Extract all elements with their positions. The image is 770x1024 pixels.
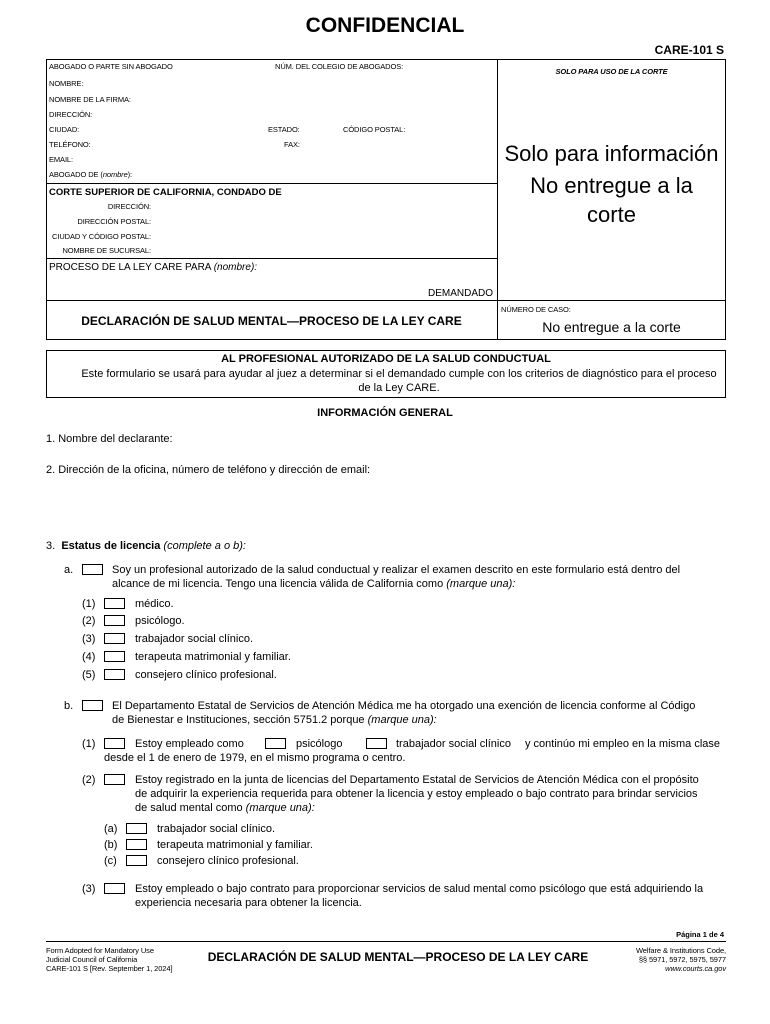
bar-number-label: NÚM. DEL COLEGIO DE ABOGADOS:	[275, 62, 404, 71]
footer-form-title: DECLARACIÓN DE SALUD MENTAL—PROCESO DE LA LEY CARE	[207, 950, 589, 964]
item-3b1-continue: y continúo mi empleo en la misma clase	[525, 738, 721, 750]
item-3b3-line-2: experiencia necesaria para obtener la licencia.	[135, 897, 362, 909]
fax-label: FAX:	[284, 140, 300, 149]
email-label: EMAIL:	[49, 155, 73, 164]
item-3a-option-5-checkbox[interactable]	[104, 669, 125, 680]
item-3b2-option-a-checkbox[interactable]	[126, 823, 147, 834]
footer-code-2: §§ 5971, 5972, 5975, 5977	[638, 955, 726, 964]
item-3b2-num: (2)	[82, 774, 96, 786]
item-3b1-social-worker: trabajador social clínico	[396, 738, 511, 750]
section-general-title: INFORMACIÓN GENERAL	[317, 407, 453, 419]
footer-adopted-1: Form Adopted for Mandatory Use	[46, 946, 154, 955]
item-3b3-num: (3)	[82, 883, 96, 895]
case-number-label: NÚMERO DE CASO:	[501, 305, 571, 314]
state-label: ESTADO:	[268, 125, 300, 134]
item-3a-option-5: (5) consejero clínico profesional.	[82, 669, 277, 681]
item-3a-option-4-checkbox[interactable]	[104, 651, 125, 662]
item-3a-text-1: Soy un profesional autorizado de la salud conductual y realizar el examen descrito en este formulario está dentro del	[112, 564, 681, 576]
zip-label: CÓDIGO POSTAL:	[343, 125, 406, 134]
item-3b2-line-2: de adquirir la experiencia requerida para obtener la licencia y estoy empleado o bajo contrato para brindar servicios	[135, 788, 698, 800]
court-city-label: CIUDAD Y CÓDIGO POSTAL:	[52, 232, 151, 241]
item-3b2-option-b: (b) terapeuta matrimonial y familiar.	[104, 839, 313, 851]
item-3b2-option-a: (a) trabajador social clínico.	[104, 823, 276, 835]
item-3b2-option-c: (c) consejero clínico profesional.	[104, 855, 299, 867]
item-3b-text-2: de Bienestar e Instituciones, sección 5751.2 porque (marque una):	[112, 714, 437, 726]
attorney-party-label: ABOGADO O PARTE SIN ABOGADO	[49, 62, 173, 71]
notice-title: AL PROFESIONAL AUTORIZADO DE LA SALUD CONDUCTUAL	[221, 353, 551, 365]
item-3b2-option-c-checkbox[interactable]	[126, 855, 147, 866]
item-3b3-checkbox[interactable]	[104, 883, 125, 894]
notice-text: Este formulario se usará para ayudar al juez a determinar si el demandado cumple con los criterios de diagnóstico para el proceso de la Ley CARE.	[81, 368, 717, 394]
court-title: CORTE SUPERIOR DE CALIFORNIA, CONDADO DE	[49, 187, 282, 198]
item-3a-option-2-checkbox[interactable]	[104, 615, 125, 626]
item-3a-letter: a.	[64, 564, 74, 576]
item-3a-option-1: (1) médico.	[82, 598, 174, 610]
item-3a-option-2: (2) psicólogo.	[82, 615, 185, 627]
footer-code-1: Welfare & Institutions Code,	[635, 946, 726, 955]
respondent-label: DEMANDADO	[427, 288, 493, 299]
item-1-declarant-name: 1. Nombre del declarante:	[46, 433, 173, 445]
item-3a-option-3-checkbox[interactable]	[104, 633, 125, 644]
item-2-office-address: 2. Dirección de la oficina, número de teléfono y dirección de email:	[46, 464, 371, 476]
item-3b2-line-3: de salud mental como (marque una):	[135, 802, 315, 814]
confidential-title: CONFIDENCIAL	[305, 14, 465, 37]
item-3b3-line-1: Estoy empleado o bajo contrato para proporcionar servicios de salud mental como psicólogo que está adquiriendo la	[135, 883, 704, 895]
item-3a-checkbox[interactable]	[82, 564, 103, 575]
watermark-line-1: Solo para información	[504, 141, 719, 166]
item-3a-text-2: alcance de mi licencia. Tengo una licencia válida de California como (marque una):	[112, 578, 516, 590]
court-use-label: SOLO PARA USO DE LA CORTE	[555, 67, 668, 76]
footer-courts-link[interactable]: www.courts.ca.gov	[665, 964, 726, 973]
court-mailing-label: DIRECCIÓN POSTAL:	[77, 217, 151, 226]
firm-label: NOMBRE DE LA FIRMA:	[49, 95, 131, 104]
item-3b-text-1: El Departamento Estatal de Servicios de Atención Médica me ha otorgado una exención de licencia conforme al Código	[112, 700, 696, 712]
caption-form-title: DECLARACIÓN DE SALUD MENTAL—PROCESO DE LA LEY CARE	[81, 314, 462, 328]
item-3b1-employed: Estoy empleado como	[135, 738, 244, 750]
watermark-line-2: No entregue a la	[530, 173, 693, 198]
care-process-label: PROCESO DE LA LEY CARE PARA (nombre):	[49, 262, 258, 273]
form-code: CARE-101 S	[654, 43, 724, 57]
item-3a-option-1-checkbox[interactable]	[104, 598, 125, 609]
item-3b1-line-2: desde el 1 de enero de 1979, en el mismo programa o centro.	[104, 752, 406, 764]
item-3b2-option-b-checkbox[interactable]	[126, 839, 147, 850]
footer-adopted-3: CARE-101 S [Rev. September 1, 2024]	[46, 964, 173, 973]
item-3b1-social-worker-checkbox[interactable]	[366, 738, 387, 749]
item-3b2-checkbox[interactable]	[104, 774, 125, 785]
item-3a-option-3: (3) trabajador social clínico.	[82, 633, 254, 645]
court-street-label: DIRECCIÓN:	[107, 202, 151, 211]
item-3-license-status: 3. Estatus de licencia (complete a o b):	[46, 540, 246, 552]
case-number-value: No entregue a la corte	[542, 319, 681, 335]
page-number: Página 1 de 4	[676, 930, 724, 939]
watermark-line-3: corte	[587, 202, 636, 227]
item-3b1-psychologist: psicólogo	[296, 738, 343, 750]
attorney-for-label: ABOGADO DE (nombre):	[49, 170, 133, 179]
item-3b-letter: b.	[64, 700, 74, 712]
item-3b1-checkbox[interactable]	[104, 738, 125, 749]
city-label: CIUDAD:	[49, 125, 80, 134]
item-3b1-psychologist-checkbox[interactable]	[265, 738, 286, 749]
item-3a-option-4: (4) terapeuta matrimonial y familiar.	[82, 651, 291, 663]
item-3b2-line-1: Estoy registrado en la junta de licencias del Departamento Estatal de Servicios de Atención Médica con el propósito	[135, 774, 699, 786]
address-label: DIRECCIÓN:	[49, 110, 93, 119]
item-3b1-num: (1)	[82, 738, 96, 750]
item-3b-checkbox[interactable]	[82, 700, 103, 711]
phone-label: TELÉFONO:	[49, 140, 91, 149]
court-branch-label: NOMBRE DE SUCURSAL:	[62, 246, 151, 255]
footer-adopted-2: Judicial Council of California	[46, 955, 138, 964]
name-label: NOMBRE:	[49, 79, 84, 88]
